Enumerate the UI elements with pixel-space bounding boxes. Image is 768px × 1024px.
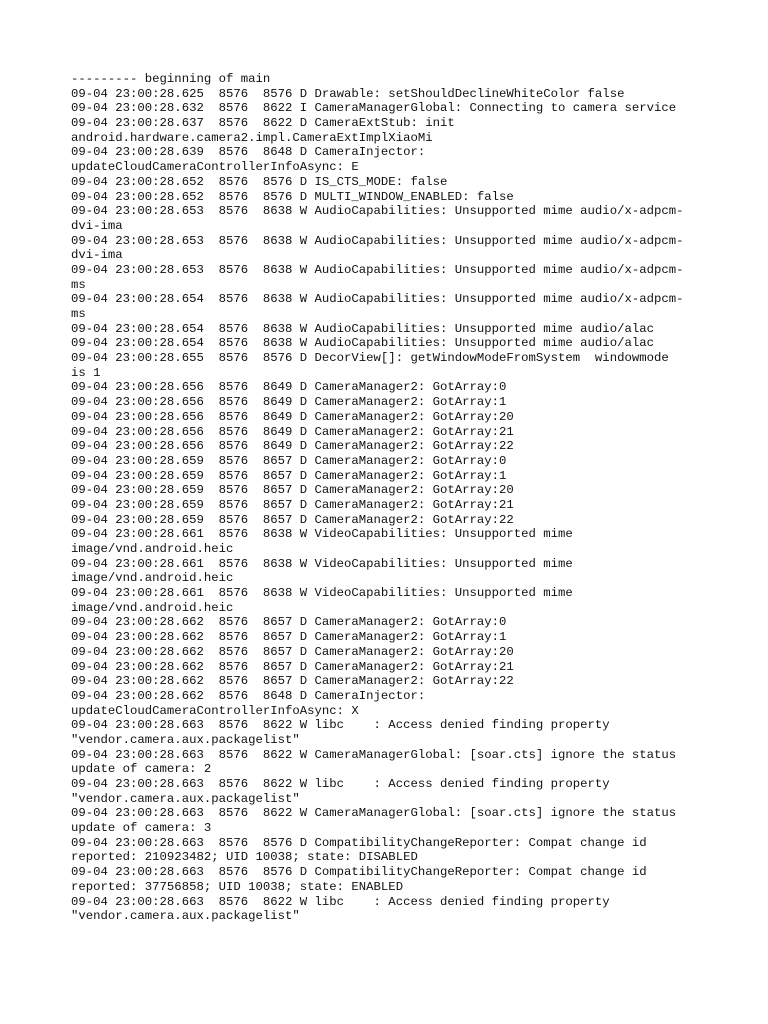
log-line: 09-04 23:00:28.663 8576 8576 D CompatibilityChangeReporter: Compat change id: [71, 835, 647, 850]
log-line: update of camera: 3: [71, 821, 212, 836]
log-line: 09-04 23:00:28.659 8576 8657 D CameraManager2: GotArray:20: [71, 483, 514, 498]
log-line: --------- beginning of main: [71, 72, 271, 86]
log-line: is 1: [71, 365, 101, 380]
log-line: 09-04 23:00:28.654 8576 8638 W AudioCapabilities: Unsupported mime audio/x-adpcm-: [71, 292, 684, 307]
log-line: 09-04 23:00:28.663 8576 8622 W libc : Access denied finding property: [71, 777, 610, 791]
log-line: 09-04 23:00:28.653 8576 8638 W AudioCapabilities: Unsupported mime audio/x-adpcm-: [71, 233, 684, 248]
log-line: 09-04 23:00:28.652 8576 8576 D MULTI_WINDOW_ENABLED: false: [71, 189, 514, 204]
log-line: image/vnd.android.heic: [71, 542, 234, 556]
log-line: update of camera: 2: [71, 762, 212, 777]
log-line: 09-04 23:00:28.662 8576 8657 D CameraManager2: GotArray:20: [71, 644, 514, 659]
log-line: ms: [71, 277, 86, 292]
log-line: android.hardware.camera2.impl.CameraExtImplXiaoMi: [71, 130, 433, 145]
log-line: 09-04 23:00:28.656 8576 8649 D CameraManager2: GotArray:21: [71, 424, 514, 439]
log-line: image/vnd.android.heic: [71, 600, 234, 615]
log-line: 09-04 23:00:28.659 8576 8657 D CameraManager2: GotArray:0: [71, 453, 507, 468]
log-line: dvi-ima: [71, 248, 123, 263]
log-line: 09-04 23:00:28.654 8576 8638 W AudioCapabilities: Unsupported mime audio/alac: [71, 336, 654, 351]
log-line: 09-04 23:00:28.663 8576 8576 D CompatibilityChangeReporter: Compat change id: [71, 865, 647, 880]
log-line: image/vnd.android.heic: [71, 571, 234, 586]
log-line: "vendor.camera.aux.packagelist": [71, 909, 300, 924]
log-line: reported: 210923482; UID 10038; state: DISABLED: [71, 850, 418, 865]
log-line: 09-04 23:00:28.655 8576 8576 D DecorView[]: getWindowModeFromSystem windowmode: [71, 351, 669, 366]
log-line: dvi-ima: [71, 218, 123, 233]
log-line: 09-04 23:00:28.653 8576 8638 W AudioCapabilities: Unsupported mime audio/x-adpcm-: [71, 262, 684, 277]
log-line: 09-04 23:00:28.656 8576 8649 D CameraManager2: GotArray:0: [71, 380, 507, 395]
log-line: 09-04 23:00:28.656 8576 8649 D CameraManager2: GotArray:20: [71, 409, 514, 424]
log-line: 09-04 23:00:28.663 8576 8622 W CameraManagerGlobal: [soar.cts] ignore the status: [71, 747, 677, 762]
log-line: 09-04 23:00:28.656 8576 8649 D CameraManager2: GotArray:1: [71, 395, 507, 410]
log-line: updateCloudCameraControllerInfoAsync: X: [71, 703, 359, 718]
log-line: 09-04 23:00:28.639 8576 8648 D CameraInjector:: [71, 145, 426, 160]
log-line: 09-04 23:00:28.662 8576 8657 D CameraManager2: GotArray:22: [71, 674, 514, 689]
log-line: 09-04 23:00:28.663 8576 8622 W CameraManagerGlobal: [soar.cts] ignore the status: [71, 806, 677, 821]
log-line: 09-04 23:00:28.653 8576 8638 W AudioCapabilities: Unsupported mime audio/x-adpcm-: [71, 204, 684, 219]
log-line: reported: 37756858; UID 10038; state: ENABLED: [71, 879, 404, 894]
log-line: 09-04 23:00:28.662 8576 8657 D CameraManager2: GotArray:1: [71, 630, 507, 645]
log-line: 09-04 23:00:28.654 8576 8638 W AudioCapabilities: Unsupported mime audio/alac: [71, 321, 654, 336]
log-line: 09-04 23:00:28.652 8576 8576 D IS_CTS_MODE: false: [71, 174, 448, 189]
log-line: 09-04 23:00:28.625 8576 8576 D Drawable: setShouldDeclineWhiteColor false: [71, 86, 625, 101]
log-line: 09-04 23:00:28.659 8576 8657 D CameraManager2: GotArray:21: [71, 497, 514, 512]
log-line: 09-04 23:00:28.637 8576 8622 D CameraExtStub: init: [71, 116, 455, 131]
log-line: 09-04 23:00:28.661 8576 8638 W VideoCapabilities: Unsupported mime: [71, 586, 573, 601]
log-line: 09-04 23:00:28.659 8576 8657 D CameraManager2: GotArray:22: [71, 512, 514, 527]
log-line: 09-04 23:00:28.662 8576 8657 D CameraManager2: GotArray:21: [71, 659, 514, 674]
log-line: 09-04 23:00:28.659 8576 8657 D CameraManager2: GotArray:1: [71, 468, 507, 483]
log-line: 09-04 23:00:28.632 8576 8622 I CameraManagerGlobal: Connecting to camera service: [71, 101, 677, 116]
log-document: [71, 72, 711, 924]
log-line: 09-04 23:00:28.663 8576 8622 W libc : Access denied finding property: [71, 718, 610, 733]
log-line: 09-04 23:00:28.663 8576 8622 W libc : Access denied finding property: [71, 894, 610, 909]
log-line: "vendor.camera.aux.packagelist": [71, 732, 300, 747]
log-line: 09-04 23:00:28.661 8576 8638 W VideoCapabilities: Unsupported mime: [71, 527, 573, 542]
log-line: 09-04 23:00:28.662 8576 8648 D CameraInjector:: [71, 688, 426, 703]
log-line: 09-04 23:00:28.661 8576 8638 W VideoCapabilities: Unsupported mime: [71, 556, 573, 571]
log-line: 09-04 23:00:28.662 8576 8657 D CameraManager2: GotArray:0: [71, 615, 507, 630]
log-line: "vendor.camera.aux.packagelist": [71, 791, 300, 806]
log-line: 09-04 23:00:28.656 8576 8649 D CameraManager2: GotArray:22: [71, 439, 514, 454]
log-line: updateCloudCameraControllerInfoAsync: E: [71, 160, 359, 175]
log-line: ms: [71, 307, 86, 321]
